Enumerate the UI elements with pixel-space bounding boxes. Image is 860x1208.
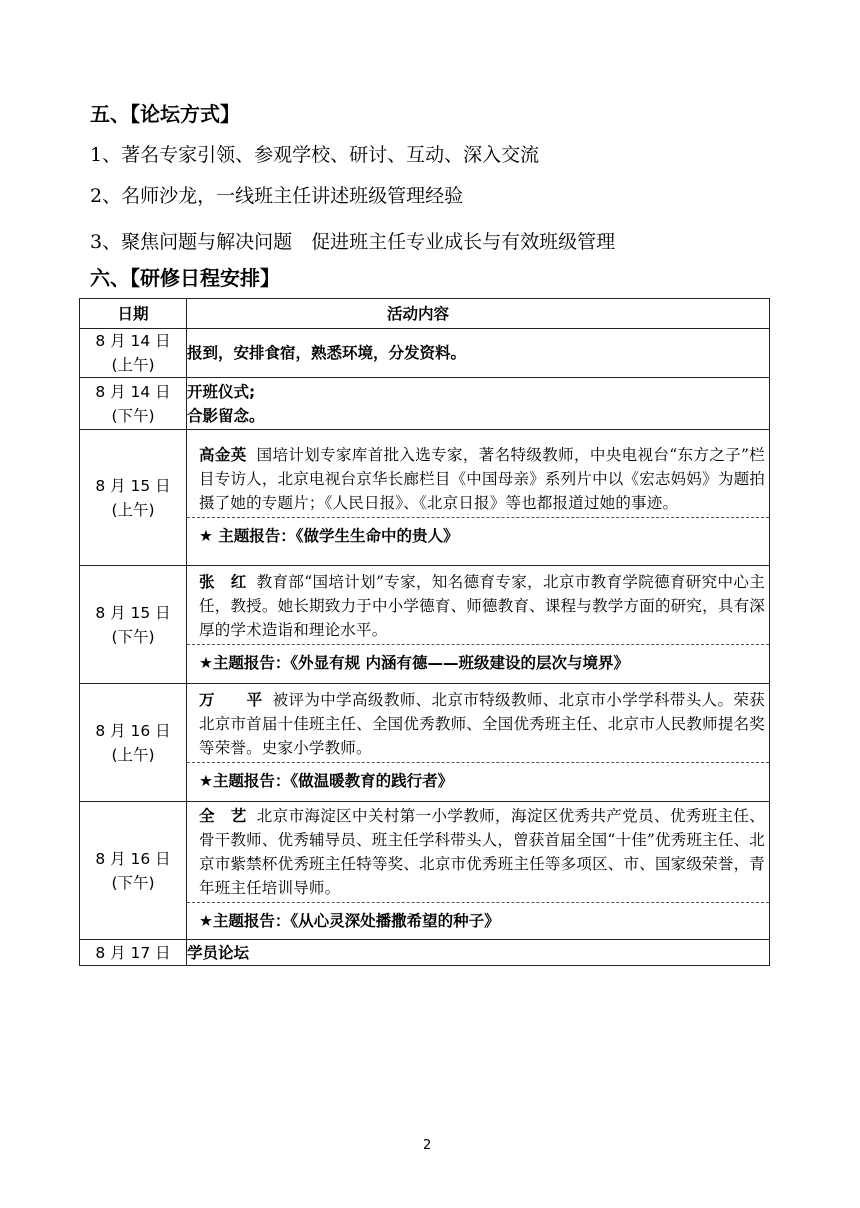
speaker-bio: [187, 686, 769, 762]
period-text: (下午): [111, 627, 155, 646]
period-text: (下午): [111, 873, 155, 892]
speaker-name: 张 红: [199, 573, 247, 591]
table-row: [80, 566, 770, 684]
row-date: [80, 430, 187, 566]
schedule-table: [79, 298, 770, 966]
report-title: ★主题报告：《做温暖教育的践行者》: [187, 762, 769, 799]
report-title: ★ 主题报告：《做学生生命中的贵人》: [187, 517, 769, 554]
bio-text: 被评为中学高级教师、北京市特级教师、北京市小学学科带头人。荣获北京市首届十佳班主任、全国优秀教师、全国优秀班主任、北京市人民教师提名奖等荣誉。史家小学教师。: [199, 691, 766, 757]
header-content: 活动内容: [187, 299, 770, 329]
table-row: [80, 378, 770, 430]
report-title: ★主题报告：《从心灵深处播撒希望的种子》: [187, 902, 769, 939]
date-text: 8 月 15 日: [95, 603, 171, 622]
speaker-name: 高金英: [199, 446, 247, 464]
bio-text: 教育部“国培计划”专家，知名德育专家，北京市教育学院德育研究中心主任，教授。她长期致力于中小学德育、师德教育、课程与教学方面的研究，具有深厚的学术造诣和理论水平。: [199, 573, 765, 639]
row-date: [80, 802, 187, 940]
row-content: 报到，安排食宿，熟悉环境，分发资料。: [187, 329, 770, 378]
row-date: [80, 378, 187, 430]
table-row: [80, 940, 770, 966]
row-date: [80, 940, 187, 966]
speaker-name: 万 平: [199, 691, 263, 709]
period-text: (上午): [111, 500, 155, 519]
row-date: [80, 684, 187, 802]
page-number: 2: [423, 1138, 432, 1153]
date-text: 8 月 14 日: [95, 382, 171, 401]
speaker-bio: [187, 802, 769, 902]
table-row: [80, 684, 770, 802]
speaker-bio: [187, 441, 769, 517]
row-content: [187, 378, 770, 430]
row-content: [187, 684, 770, 802]
date-text: 8 月 16 日: [95, 721, 171, 740]
row-date: [80, 329, 187, 378]
table-row: [80, 430, 770, 566]
table-row: [80, 802, 770, 940]
date-text: 8 月 15 日: [95, 476, 171, 495]
table-row: [80, 329, 770, 378]
section5-heading: 五、【论坛方式】: [90, 102, 240, 126]
forum-item-2: 2、名师沙龙，一线班主任讲述班级管理经验: [90, 185, 464, 207]
period-text: (上午): [111, 356, 155, 374]
report-title: ★主题报告：《外显有规 内涵有德——班级建设的层次与境界》: [187, 644, 769, 681]
row-content: [187, 566, 770, 684]
speaker-name: 全 艺: [199, 807, 247, 825]
content-line: 开班仪式;: [187, 382, 256, 401]
speaker-bio: [187, 568, 769, 644]
section6-heading: 六、【研修日程安排】: [90, 266, 280, 290]
row-content: 学员论坛: [187, 940, 770, 966]
content-line: 合影留念。: [187, 406, 265, 425]
date-text: 8 月 16 日: [95, 849, 171, 868]
bio-text: 国培计划专家库首批入选专家，著名特级教师，中央电视台“东方之子”栏目专访人，北京电视台京华长廊栏目《中国母亲》系列片中以《宏志妈妈》为题拍摄了她的专题片；《人民日报》、《北京日报》等也都报道过她的事迹。: [199, 446, 765, 512]
row-content: [187, 802, 770, 940]
period-text: (上午): [111, 745, 155, 764]
header-date: 日期: [80, 299, 187, 329]
forum-item-1: 1、著名专家引领、参观学校、研讨、互动、深入交流: [90, 144, 540, 166]
bio-text: 北京市海淀区中关村第一小学教师，海淀区优秀共产党员、优秀班主任、骨干教师、优秀辅导员、班主任学科带头人，曾获首届全国“十佳”优秀班主任、北京市紫禁杯优秀班主任特等奖、北京市优秀班主任等多项区、市、国家级荣誉，青年班主任培训导师。: [199, 807, 766, 897]
period-text: (下午): [111, 406, 155, 425]
forum-item-3: 3、聚焦问题与解决问题 促进班主任专业成长与有效班级管理: [90, 231, 616, 253]
date-text: 8 月 17 日: [95, 943, 171, 962]
table-header-row: [80, 299, 770, 329]
row-date: [80, 566, 187, 684]
row-content: [187, 430, 770, 566]
date-text: 8 月 14 日: [95, 332, 171, 350]
